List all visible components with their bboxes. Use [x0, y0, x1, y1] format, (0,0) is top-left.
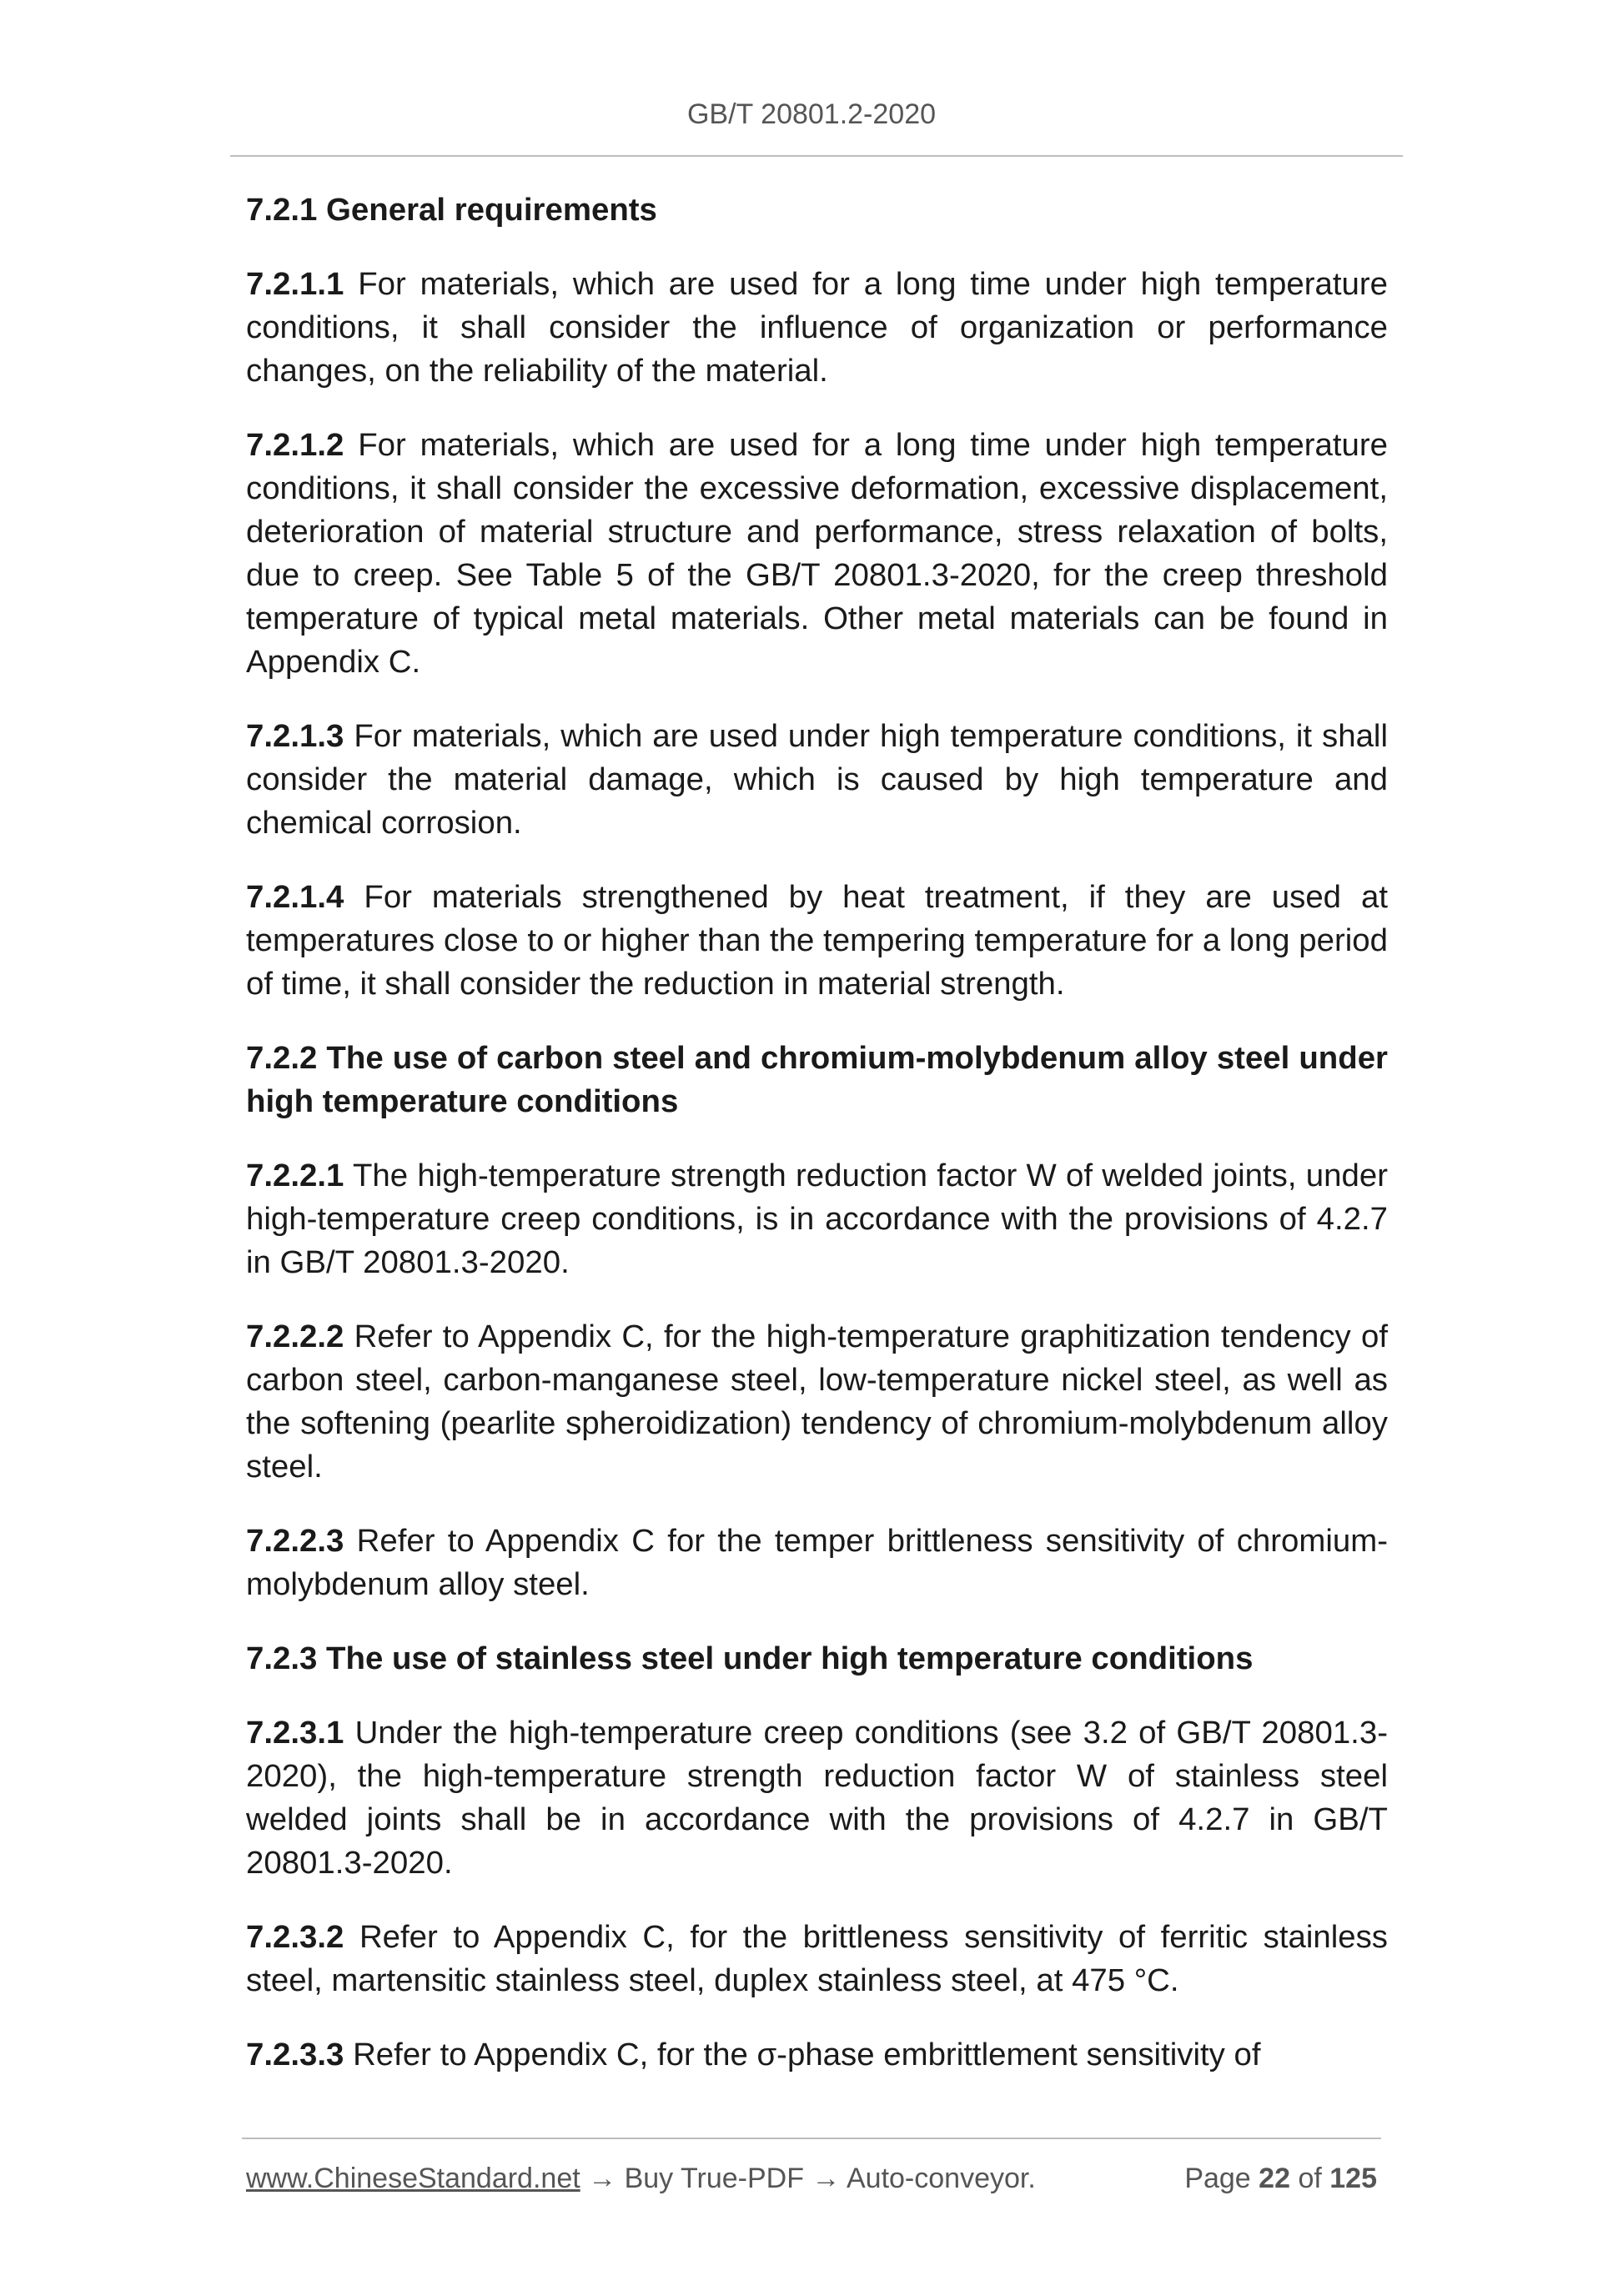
clause-7-2-2-1 — [246, 1154, 1388, 1284]
clause-7-2-1-1 — [246, 263, 1388, 393]
clause-text: The high-temperature strength reduction factor W of welded joints, under high-temperature creep conditions, is in accordance with the provisions of 4.2.7 in GB/T 20801.3-2020. — [246, 1158, 1388, 1280]
clause-7-2-3-2 — [246, 1916, 1388, 2002]
clause-number: 7.2.2.2 — [246, 1319, 344, 1354]
site-link[interactable]: www.ChineseStandard.net — [246, 2163, 580, 2194]
clause-text: Refer to Appendix C, for the brittleness sensitivity of ferritic stainless steel, martensitic stainless steel, duplex stainless steel, at 475 °C. — [246, 1919, 1388, 1998]
clause-7-2-3-1 — [246, 1711, 1388, 1885]
clause-text: For materials, which are used for a long time under high temperature conditions, it shall consider the excessive deformation, excessive displacement, deterioration of material structure and performance, stress relaxation of bolts, due to creep. See Table 5 of the GB/T 20801.3-2020, for the creep threshold temperature of typical metal materials. Other metal materials can be found in Appendix C. — [246, 427, 1388, 680]
page-indicator — [1184, 2163, 1377, 2195]
footer-divider — [242, 2138, 1381, 2139]
footer-nav-text: → Buy True-PDF → Auto-conveyor. — [580, 2163, 1036, 2194]
clause-number: 7.2.1.1 — [246, 266, 344, 302]
current-page: 22 — [1259, 2163, 1290, 2194]
clause-7-2-1-3 — [246, 715, 1388, 845]
clause-7-2-1-2 — [246, 424, 1388, 684]
clause-number: 7.2.2.1 — [246, 1158, 344, 1193]
page-label: Page — [1184, 2163, 1251, 2194]
clause-number: 7.2.2.3 — [246, 1523, 344, 1559]
clause-7-2-2-3 — [246, 1520, 1388, 1606]
page-header: GB/T 20801.2-2020 — [686, 98, 937, 130]
clause-text: For materials, which are used for a long time under high temperature conditions, it shall consider the influence of organization or performance changes, on the reliability of the material. — [246, 266, 1388, 389]
header-divider — [230, 155, 1403, 157]
footer-nav — [246, 2163, 1036, 2195]
clause-7-2-2-2 — [246, 1315, 1388, 1489]
clause-text: Refer to Appendix C, for the high-temperature graphitization tendency of carbon steel, carbon-manganese steel, low-temperature nickel steel, as well as the softening (pearlite spheroidization) tendency of chromium-molybdenum alloy steel. — [246, 1319, 1388, 1485]
clause-number: 7.2.1.3 — [246, 718, 344, 754]
clause-text: Under the high-temperature creep conditions (see 3.2 of GB/T 20801.3-2020), the high-temperature strength reduction factor W of stainless steel welded joints shall be in accordance with the provisions of 4.2.7 in GB/T 20801.3-2020. — [246, 1715, 1388, 1881]
clause-text: Refer to Appendix C, for the σ-phase embrittlement sensitivity of — [344, 2037, 1261, 2072]
clause-number: 7.2.1.4 — [246, 879, 344, 915]
clause-text: For materials strengthened by heat treatment, if they are used at temperatures close to or higher than the tempering temperature for a long period of time, it shall consider the reduction in material strength. — [246, 879, 1388, 1002]
clause-7-2-1-4 — [246, 876, 1388, 1006]
clause-text: For materials, which are used under high temperature conditions, it shall consider the material damage, which is caused by high temperature and chemical corrosion. — [246, 718, 1388, 841]
section-heading-7-2-1: 7.2.1 General requirements — [246, 192, 657, 228]
total-pages: 125 — [1329, 2163, 1377, 2194]
clause-number: 7.2.3.3 — [246, 2037, 344, 2072]
clause-7-2-3-3 — [246, 2033, 1388, 2077]
section-heading-7-2-3: 7.2.3 The use of stainless steel under high temperature conditions — [246, 1640, 1254, 1676]
section-heading-7-2-2: 7.2.2 The use of carbon steel and chromium-molybdenum alloy steel under high temperature conditions — [246, 1040, 1388, 1119]
of-label: of — [1298, 2163, 1322, 2194]
document-body — [246, 188, 1388, 2108]
clause-number: 7.2.3.2 — [246, 1919, 344, 1955]
clause-text: Refer to Appendix C for the temper brittleness sensitivity of chromium-molybdenum alloy steel. — [246, 1523, 1388, 1602]
clause-number: 7.2.1.2 — [246, 427, 344, 463]
page-footer — [246, 2163, 1382, 2204]
clause-number: 7.2.3.1 — [246, 1715, 344, 1751]
